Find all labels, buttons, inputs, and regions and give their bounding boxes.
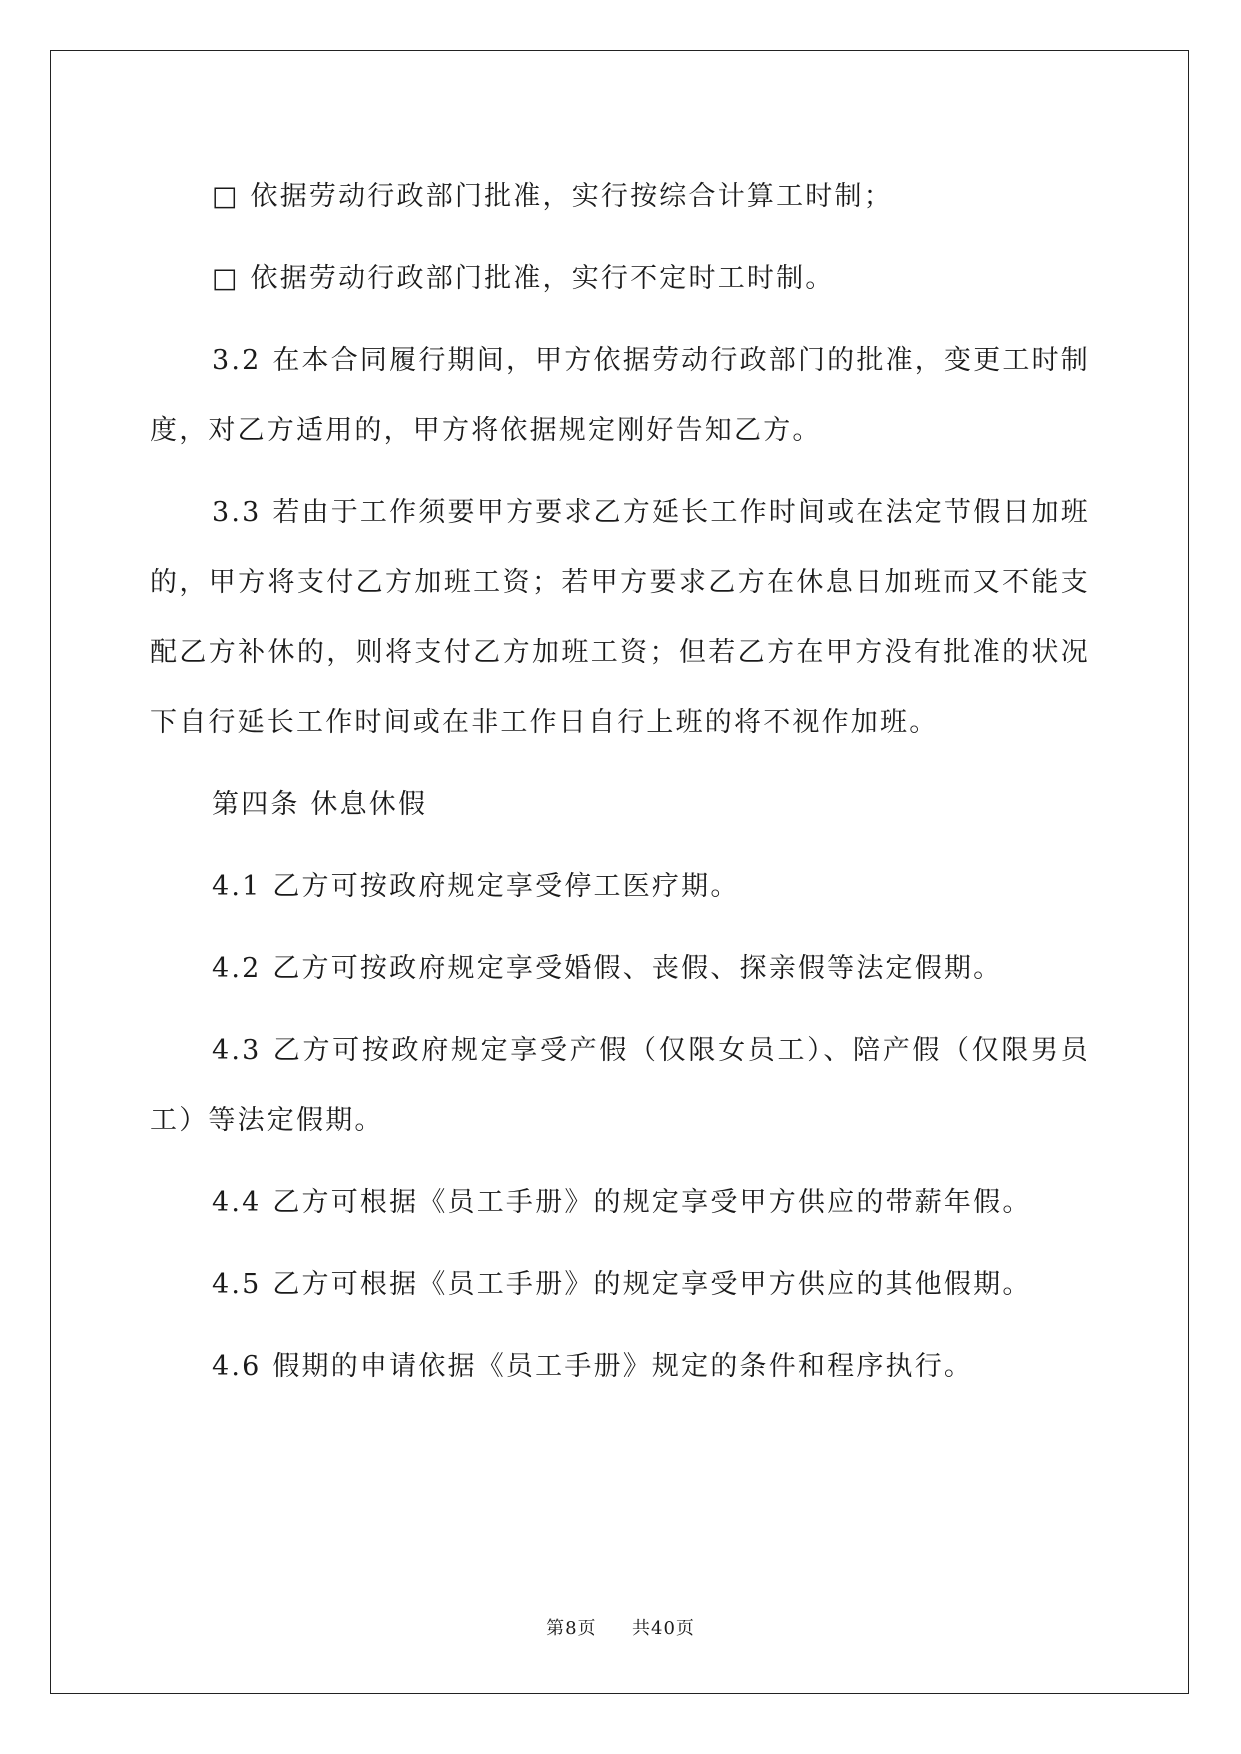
paragraph-4-4: 4.4 乙方可根据《员工手册》的规定享受甲方供应的带薪年假。: [212, 1187, 1032, 1218]
paragraph-4-6: 4.6 假期的申请依据《员工手册》规定的条件和程序执行。: [212, 1351, 974, 1382]
section-heading-article-4: 第四条 休息休假: [212, 789, 428, 820]
paragraph-option-comprehensive-hours: □ 依据劳动行政部门批准，实行按综合计算工时制；: [212, 181, 893, 212]
paragraph-4-3: 4.3 乙方可按政府规定享受产假（仅限女员工）、陪产假（仅限男员工）等法定假期。: [150, 1035, 1090, 1136]
paragraph-4-1: 4.1 乙方可按政府规定享受停工医疗期。: [212, 871, 740, 902]
paragraph-3-3: 3.3 若由于工作须要甲方要求乙方延长工作时间或在法定节假日加班的，甲方将支付乙方加班工资；若甲方要求乙方在休息日加班而又不能支配乙方补休的，则将支付乙方加班工资；但若乙方在甲方没有批准的状况下自行延长工作时间或在非工作日自行上班的将不视作加班。: [150, 497, 1090, 738]
page-footer: [0, 1614, 1241, 1640]
document-body: [150, 162, 1090, 1414]
paragraph-4-5: 4.5 乙方可根据《员工手册》的规定享受甲方供应的其他假期。: [212, 1269, 1032, 1300]
paragraph-4-2: 4.2 乙方可按政府规定享受婚假、丧假、探亲假等法定假期。: [212, 953, 1003, 984]
paragraph-option-flexible-hours: □ 依据劳动行政部门批准，实行不定时工时制。: [212, 263, 835, 294]
paragraph-3-2: 3.2 在本合同履行期间，甲方依据劳动行政部门的批准，变更工时制度，对乙方适用的，甲方将依据规定刚好告知乙方。: [150, 345, 1090, 446]
page-total: 共40页: [632, 1618, 695, 1639]
page-number: 第8页: [546, 1618, 597, 1639]
